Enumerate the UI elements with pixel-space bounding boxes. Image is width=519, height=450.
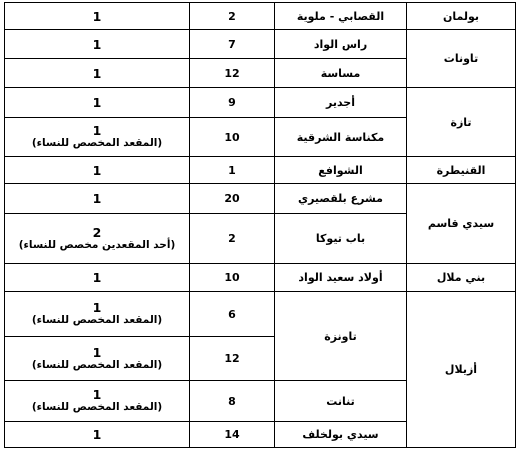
commune-cell: راس الواد xyxy=(275,30,407,59)
table-row xyxy=(5,264,516,292)
seats-cell xyxy=(5,3,190,30)
number-cell: 10 xyxy=(190,264,275,292)
number-cell: 12 xyxy=(190,337,275,381)
table-row xyxy=(5,3,516,30)
seat-count: 1 xyxy=(92,191,102,206)
table-row xyxy=(5,157,516,184)
commune-cell: أجدير xyxy=(275,88,407,118)
seats-cell xyxy=(5,337,190,381)
seat-count: 1 xyxy=(92,162,102,178)
region-cell: القنيطرة xyxy=(407,157,516,184)
seats-table xyxy=(4,2,516,448)
seat-note: (المقعد المخصص للنساء) xyxy=(31,314,163,326)
seats-cell xyxy=(5,118,190,157)
seats-cell xyxy=(5,184,190,214)
region-cell: تازة xyxy=(407,88,516,157)
seats-cell xyxy=(5,422,190,448)
number-cell: 10 xyxy=(190,118,275,157)
number-cell: 7 xyxy=(190,30,275,59)
commune-cell: الشوافع xyxy=(275,157,407,184)
seat-count: 1 xyxy=(92,95,102,110)
table-row xyxy=(5,88,516,118)
region-cell: بني ملال xyxy=(407,264,516,292)
seat-note: (أحد المقعدين مخصص للنساء) xyxy=(18,238,176,251)
number-cell: 1 xyxy=(190,157,275,184)
commune-cell: مساسة xyxy=(275,59,407,88)
seats-cell xyxy=(5,157,190,184)
seat-note: (المقعد المخصص للنساء) xyxy=(31,358,163,371)
table-row xyxy=(5,30,516,59)
number-cell: 8 xyxy=(190,381,275,422)
seats-cell xyxy=(5,214,190,264)
seat-note: (المقعد المخصص للنساء) xyxy=(31,401,163,413)
seat-count: 1 xyxy=(92,387,102,402)
table-row xyxy=(5,184,516,214)
number-cell: 9 xyxy=(190,88,275,118)
seats-cell xyxy=(5,88,190,118)
number-cell: 12 xyxy=(190,59,275,88)
number-cell: 2 xyxy=(190,3,275,30)
seat-count: 1 xyxy=(92,300,102,315)
seat-count: 2 xyxy=(92,224,102,240)
commune-cell: باب تيوكا xyxy=(275,214,407,264)
region-cell: سيدي قاسم xyxy=(407,184,516,264)
seats-cell xyxy=(5,292,190,337)
seat-count: 1 xyxy=(92,344,102,360)
seats-cell xyxy=(5,59,190,88)
region-cell: أزيلال xyxy=(407,292,516,448)
seat-count: 1 xyxy=(92,270,102,285)
region-cell: تاونات xyxy=(407,30,516,88)
seat-count: 1 xyxy=(92,65,102,81)
seat-count: 1 xyxy=(92,427,102,442)
number-cell: 6 xyxy=(190,292,275,337)
commune-cell: أولاد سعيد الواد xyxy=(275,264,407,292)
table-row xyxy=(5,292,516,337)
commune-cell: سيدي بولخلف xyxy=(275,422,407,448)
seats-cell xyxy=(5,381,190,422)
seat-note: (المقعد المخصص للنساء) xyxy=(31,137,163,149)
commune-cell: القصابي - ملوية xyxy=(275,3,407,30)
seats-cell xyxy=(5,264,190,292)
commune-cell: تاونزة xyxy=(275,292,407,381)
number-cell: 2 xyxy=(190,214,275,264)
region-cell: بولمان xyxy=(407,3,516,30)
seats-cell xyxy=(5,30,190,59)
seat-count: 1 xyxy=(92,36,102,52)
number-cell: 14 xyxy=(190,422,275,448)
seat-count: 1 xyxy=(92,123,102,138)
commune-cell: مكناسة الشرقية xyxy=(275,118,407,157)
commune-cell: مشرع بلقصيري xyxy=(275,184,407,214)
number-cell: 20 xyxy=(190,184,275,214)
commune-cell: تنانت xyxy=(275,381,407,422)
seat-count: 1 xyxy=(92,8,102,24)
